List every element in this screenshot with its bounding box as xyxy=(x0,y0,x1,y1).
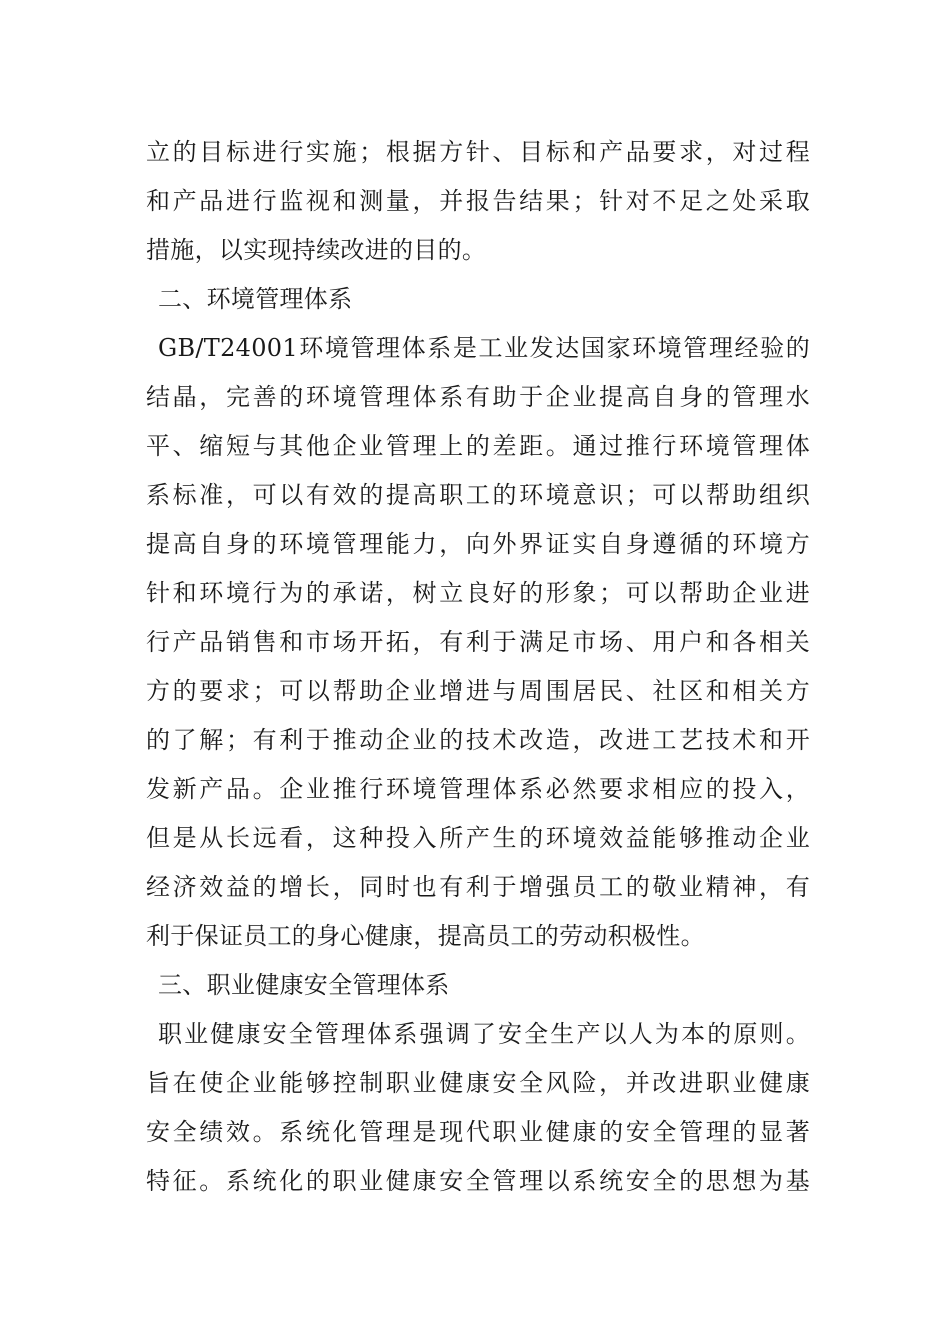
text-line: 利于保证员工的身心健康，提高员工的劳动积极性。 xyxy=(146,922,705,950)
text-line: 提高自身的环境管理能力，向外界证实自身遵循的环境方 xyxy=(146,530,810,558)
text-line: 立的目标进行实施；根据方针、目标和产品要求，对过程 xyxy=(146,138,810,166)
text-line: 的了解；有利于推动企业的技术改造，改进工艺技术和开 xyxy=(146,726,810,754)
text-line: 结晶，完善的环境管理体系有助于企业提高自身的管理水 xyxy=(146,383,810,411)
section-heading: 三、职业健康安全管理体系 xyxy=(158,971,450,999)
text-line: 方的要求；可以帮助企业增进与周围居民、社区和相关方 xyxy=(146,677,810,705)
text-line: 发新产品。企业推行环境管理体系必然要求相应的投入， xyxy=(146,775,810,803)
text-line: 和产品进行监视和测量，并报告结果；针对不足之处采取 xyxy=(146,187,810,215)
text-line: 系标准，可以有效的提高职工的环境意识；可以帮助组织 xyxy=(146,481,810,509)
text-line: 措施，以实现持续改进的目的。 xyxy=(146,236,487,264)
text-line: 针和环境行为的承诺，树立良好的形象；可以帮助企业进 xyxy=(146,579,810,607)
text-line: 旨在使企业能够控制职业健康安全风险，并改进职业健康 xyxy=(146,1069,810,1097)
paragraph-first-line: 职业健康安全管理体系强调了安全生产以人为本的原则。 xyxy=(158,1020,810,1048)
text-line: 但是从长远看，这种投入所产生的环境效益能够推动企业 xyxy=(146,824,810,852)
text-line: 特征。系统化的职业健康安全管理以系统安全的思想为基 xyxy=(146,1167,810,1195)
text-line: 行产品销售和市场开拓，有利于满足市场、用户和各相关 xyxy=(146,628,810,656)
text-line: 安全绩效。系统化管理是现代职业健康的安全管理的显著 xyxy=(146,1118,810,1146)
text-line: 平、缩短与其他企业管理上的差距。通过推行环境管理体 xyxy=(146,432,810,460)
document-body xyxy=(146,128,810,1206)
paragraph-first-line: GB/T24001环境管理体系是工业发达国家环境管理经验的 xyxy=(158,334,810,362)
section-heading: 二、环境管理体系 xyxy=(158,285,353,313)
text-line: 经济效益的增长，同时也有利于增强员工的敬业精神，有 xyxy=(146,873,810,901)
